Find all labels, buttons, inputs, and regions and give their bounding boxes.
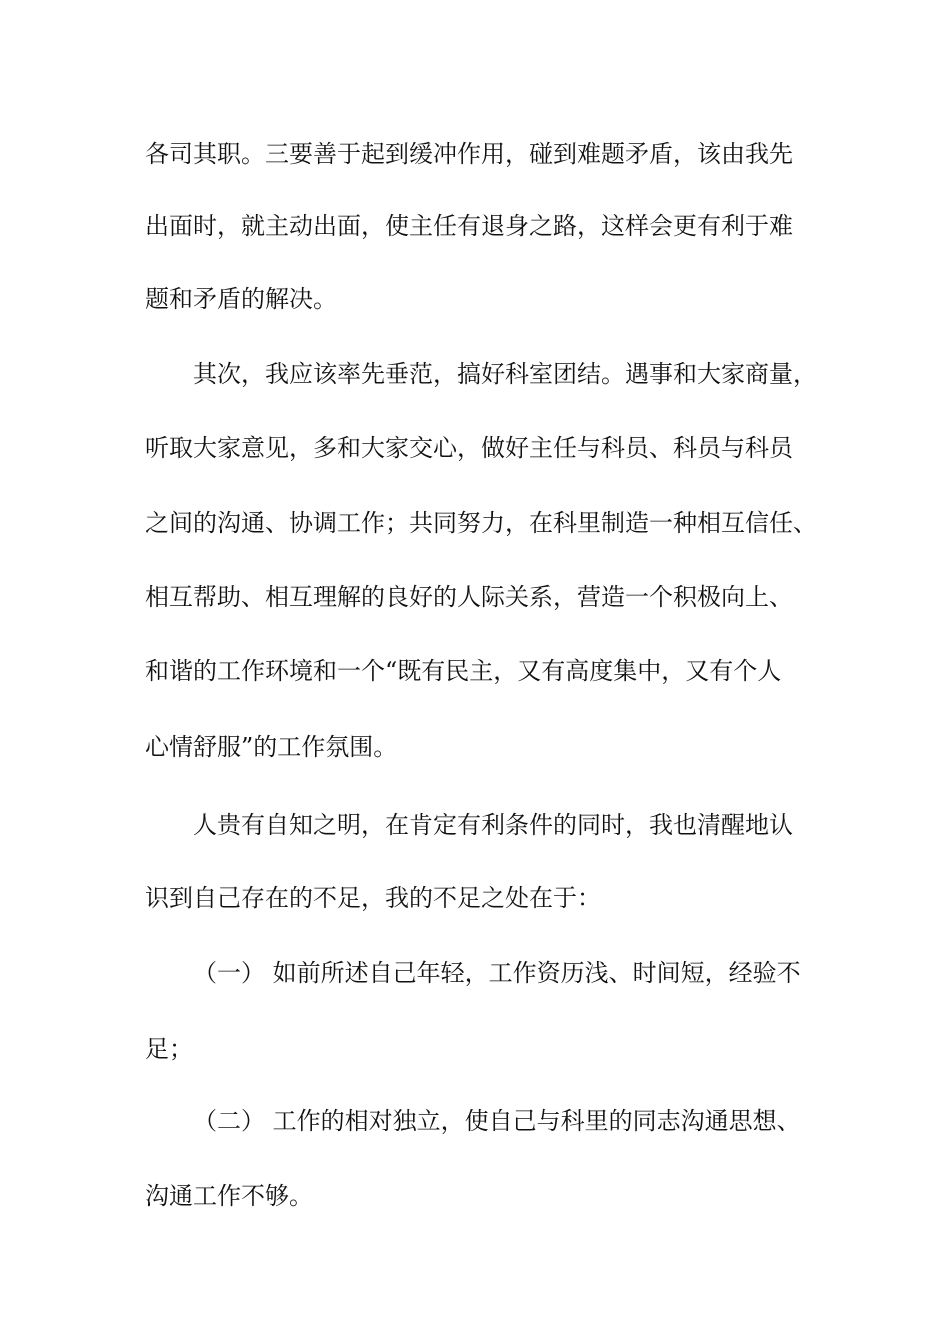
text-line-8: 和谐的工作环境和一个“既有民主，又有高度集中，又有个人 <box>145 657 782 685</box>
text-line-10: 人贵有自知之明，在肯定有利条件的同时，我也清醒地认 <box>193 811 793 839</box>
text-line-15: 沟通工作不够。 <box>145 1182 313 1210</box>
text-line-3: 题和矛盾的解决。 <box>145 285 337 313</box>
text-line-14: （二） 工作的相对独立，使自己与科里的同志沟通思想、 <box>193 1107 801 1135</box>
text-line-5: 听取大家意见，多和大家交心，做好主任与科员、科员与科员 <box>145 434 793 462</box>
text-line-7: 相互帮助、相互理解的良好的人际关系，营造一个积极向上、 <box>145 583 793 611</box>
text-line-6: 之间的沟通、协调工作；共同努力，在科里制造一种相互信任、 <box>145 509 817 537</box>
text-line-9: 心情舒服”的工作氛围。 <box>145 733 398 761</box>
text-line-2: 出面时，就主动出面，使主任有退身之路，这样会更有利于难 <box>145 212 793 240</box>
text-line-1: 各司其职。三要善于起到缓冲作用，碰到难题矛盾，该由我先 <box>145 140 793 168</box>
text-line-4: 其次，我应该率先垂范，搞好科室团结。遇事和大家商量， <box>193 360 817 388</box>
text-line-13: 足； <box>145 1035 193 1063</box>
text-line-12: （一） 如前所述自己年轻，工作资历浅、时间短，经验不 <box>193 959 801 987</box>
text-line-11: 识到自己存在的不足，我的不足之处在于： <box>145 884 601 912</box>
